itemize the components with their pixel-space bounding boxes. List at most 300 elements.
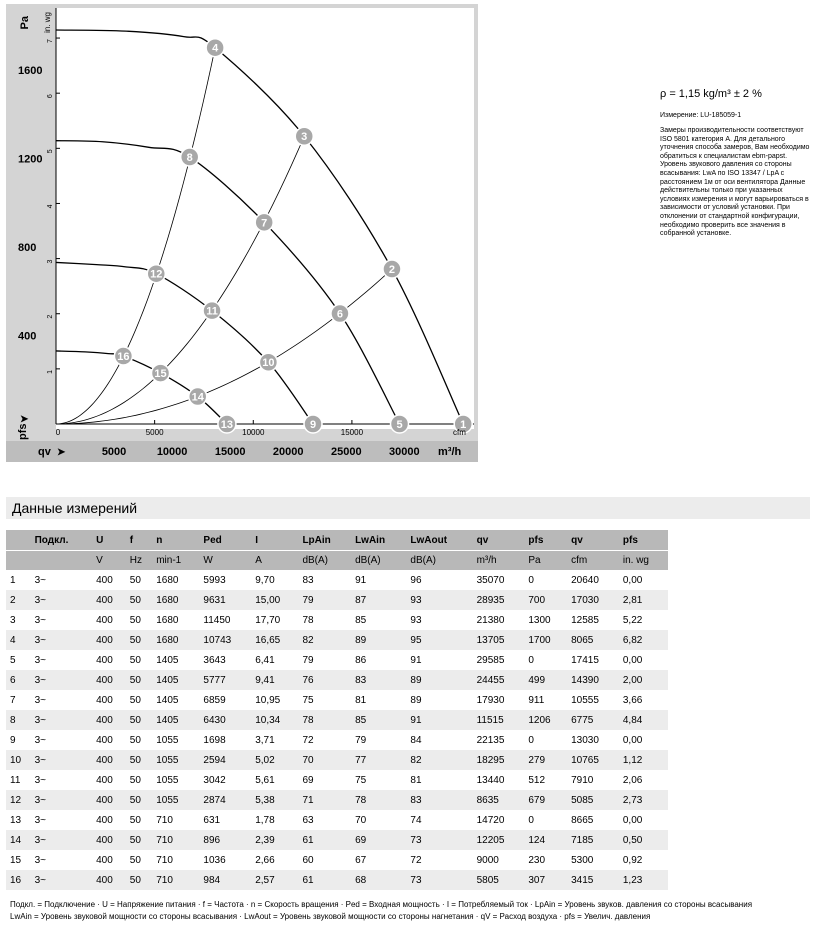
table-cell: 50 [126,670,152,690]
table-cell: 50 [126,830,152,850]
x-tick-m3h: 25000 [330,446,362,458]
x-axis-unit-m3h: m³/h [438,446,462,458]
table-row [6,650,668,670]
table-cell: 0 [524,570,567,590]
table-cell: 7910 [567,770,619,790]
table-cell: 17030 [567,590,619,610]
table-cell: 73 [406,870,472,890]
table-cell: 3~ [31,730,93,750]
table-row [6,630,668,650]
point-label: 16 [117,351,130,364]
column-header: n [152,530,199,551]
table-cell: 10555 [567,690,619,710]
table-cell: 2,81 [619,590,668,610]
table-cell: 3~ [31,590,93,610]
table-cell: 2,66 [251,850,298,870]
y-tick-inwg: 3 [47,259,54,264]
table-cell: 710 [152,810,199,830]
table-cell: 1405 [152,650,199,670]
table-cell: 78 [351,790,406,810]
table-cell: 5,22 [619,610,668,630]
table-cell: 83 [351,670,406,690]
y-tick-inwg: 6 [47,94,54,99]
column-header: Подкл. [31,530,93,551]
table-cell: 1680 [152,610,199,630]
table-cell: 14720 [473,810,525,830]
table-cell: 400 [92,570,126,590]
table-cell: 84 [406,730,472,750]
table-cell: 0,00 [619,730,668,750]
table-cell: 1680 [152,630,199,650]
table-cell: 77 [351,750,406,770]
table-cell: 512 [524,770,567,790]
y-tick-inwg: 4 [47,204,54,209]
table-cell: 124 [524,830,567,850]
table-cell: 13 [6,810,31,830]
measurement-id: Измерение: LU-185059-1 [660,112,742,119]
table-cell: 3~ [31,690,93,710]
table-cell: 3~ [31,710,93,730]
table-row [6,790,668,810]
table-cell: 0,92 [619,850,668,870]
column-header: qv [567,530,619,551]
y-tick-inwg: 7 [47,39,54,44]
point-label: 15 [154,368,167,381]
table-cell: 1,78 [251,810,298,830]
table-cell: 83 [298,570,351,590]
table-cell: 7185 [567,830,619,850]
point-label: 6 [336,308,344,321]
table-cell: 68 [351,870,406,890]
x-tick-cfm: 0 [55,428,61,437]
table-row [6,810,668,830]
table-row [6,590,668,610]
point-label: 14 [191,391,204,404]
table-cell: 3,66 [619,690,668,710]
table-cell: 9631 [199,590,251,610]
x-tick-m3h: 20000 [272,446,304,458]
table-cell: 1,23 [619,870,668,890]
table-cell: 3,71 [251,730,298,750]
table-cell: 89 [406,670,472,690]
table-cell: 89 [351,630,406,650]
table-cell: 679 [524,790,567,810]
table-cell: 1055 [152,790,199,810]
column-header: U [92,530,126,551]
legend-line-1: Подкл. = Подключение · U = Напряжение питания · f = Частота · n = Скорость вращения · Ped = Входная мощность · I = Потребляемый ток · LpAin = Уровень звуков. давления со стороны всасывания [10,900,753,909]
table-cell: 400 [92,710,126,730]
table-cell: 12205 [473,830,525,850]
column-header: pfs [619,530,668,551]
table-cell: 400 [92,670,126,690]
table-cell: 2,57 [251,870,298,890]
table-cell: 3~ [31,750,93,770]
column-unit: W [199,551,251,571]
table-row [6,830,668,850]
table-cell: 984 [199,870,251,890]
table-cell: 4,84 [619,710,668,730]
table-cell: 5993 [199,570,251,590]
table-cell: 10 [6,750,31,770]
table-cell: 91 [406,710,472,730]
table-cell: 78 [298,610,351,630]
table-cell: 710 [152,870,199,890]
y-tick-pa: 800 [18,241,37,254]
table-cell: 5300 [567,850,619,870]
column-header: LpAin [298,530,351,551]
table-row [6,710,668,730]
table-cell: 5805 [473,870,525,890]
table-cell: 2,00 [619,670,668,690]
table-cell: 400 [92,610,126,630]
table-cell: 400 [92,870,126,890]
table-cell: 1680 [152,590,199,610]
table-cell: 8665 [567,810,619,830]
legend-line-2: LwAin = Уровень звуковой мощности со стороны всасывания · LwAout = Уровень звуковой мощности со стороны нагнетания · qV = Расход воздуха · pfs = Увелич. давления [10,912,651,921]
table-cell: 5085 [567,790,619,810]
column-unit: in. wg [619,551,668,571]
table-cell: 1405 [152,670,199,690]
table-cell: 1 [6,570,31,590]
point-label: 3 [301,131,308,144]
column-header: pfs [524,530,567,551]
table-cell: 20640 [567,570,619,590]
table-cell: 10743 [199,630,251,650]
table-cell: 1700 [524,630,567,650]
point-label: 5 [396,419,403,431]
table-cell: 1680 [152,570,199,590]
table-cell: 400 [92,770,126,790]
table-row [6,570,668,590]
table-cell: 76 [298,670,351,690]
point-7 [255,213,273,231]
table-cell: 63 [298,810,351,830]
table-cell: 12 [6,790,31,810]
table-cell: 96 [406,570,472,590]
x-tick-m3h: 30000 [389,446,420,458]
table-cell: 6859 [199,690,251,710]
point-11 [203,302,221,320]
y-tick-pa: 1600 [18,64,43,77]
point-10 [259,353,277,371]
table-cell: 631 [199,810,251,830]
table-cell: 400 [92,650,126,670]
y-tick-inwg: 2 [47,314,54,319]
column-header: qv [473,530,525,551]
table-cell: 50 [126,610,152,630]
table-cell: 3~ [31,630,93,650]
table-cell: 61 [298,830,351,850]
table-cell: 81 [351,690,406,710]
table-cell: 83 [406,790,472,810]
table-cell: 50 [126,870,152,890]
point-2 [383,260,401,278]
table-cell: 50 [126,630,152,650]
point-4 [206,39,224,57]
x-tick-m3h: 10000 [156,446,188,458]
y-axis-unit-pa: Pa [19,16,31,30]
table-cell: 10765 [567,750,619,770]
point-label: 8 [186,152,193,165]
table-cell: 24455 [473,670,525,690]
column-unit: A [251,551,298,571]
point-16 [114,347,132,365]
table-cell: 72 [406,850,472,870]
x-axis-arrow: ➤ [57,447,66,458]
column-header: I [251,530,298,551]
column-unit: dB(A) [406,551,472,571]
table-cell: 5777 [199,670,251,690]
table-cell: 79 [298,590,351,610]
air-density: ρ = 1,15 kg/m³ ± 2 % [660,88,762,100]
table-cell: 74 [406,810,472,830]
table-cell: 3~ [31,830,93,850]
table-cell: 22135 [473,730,525,750]
table-cell: 50 [126,570,152,590]
table-cell: 73 [406,830,472,850]
point-15 [152,364,170,382]
table-cell: 0 [524,650,567,670]
measurement-note: Замеры производительности соответствуют ISO 5801 категория A. Для детального уточнения способа замеров, Вам необходимо обратиться к специалистам ebm-papst. Уровень звукового давления со стороны всасывания: LwA по ISO 13347 / LpA с расстоянием 1м от оси вентилятора Данные действительны только при указанных условиях измерения и могут варьироваться в зависимости от условий установки. При отклонении от стандартной конфигурации, необходимо проверить все значения в собранной установке. [660,127,810,238]
table-cell: 400 [92,830,126,850]
table-cell: 81 [406,770,472,790]
table-cell: 50 [126,790,152,810]
point-6 [331,305,349,323]
section-title: Данные измерений [6,497,810,519]
table-cell: 5,02 [251,750,298,770]
table-cell: 6,82 [619,630,668,650]
table-cell: 896 [199,830,251,850]
table-cell: 1300 [524,610,567,630]
table-cell: 18295 [473,750,525,770]
table-cell: 69 [351,830,406,850]
table-cell: 1206 [524,710,567,730]
point-label: 2 [388,264,396,277]
table-cell: 29585 [473,650,525,670]
table-cell: 85 [351,610,406,630]
table-cell: 9 [6,730,31,750]
column-unit [31,551,93,571]
table-cell: 2594 [199,750,251,770]
point-5 [391,415,409,433]
table-cell: 75 [298,690,351,710]
table-cell: 17415 [567,650,619,670]
x-tick-cfm: 5000 [145,428,164,437]
point-14 [189,388,207,406]
table-cell: 1405 [152,690,199,710]
table-cell: 12585 [567,610,619,630]
table-cell: 50 [126,750,152,770]
measurement-info [660,88,810,239]
table-cell: 400 [92,590,126,610]
x-tick-cfm: 10000 [242,428,265,437]
table-cell: 35070 [473,570,525,590]
table-cell: 0,00 [619,570,668,590]
table-cell: 50 [126,810,152,830]
abbreviation-legend [10,899,810,923]
column-unit: cfm [567,551,619,571]
column-header: f [126,530,152,551]
table-cell: 0,50 [619,830,668,850]
point-label: 11 [206,305,218,318]
table-cell: 911 [524,690,567,710]
table-cell: 14390 [567,670,619,690]
table-cell: 50 [126,770,152,790]
table-row [6,770,668,790]
table-cell: 2,73 [619,790,668,810]
table-cell: 0 [524,810,567,830]
table-cell: 5,61 [251,770,298,790]
column-unit: min-1 [152,551,199,571]
column-unit: dB(A) [351,551,406,571]
column-unit: V [92,551,126,571]
table-cell: 75 [351,770,406,790]
table-cell: 400 [92,630,126,650]
table-cell: 9,41 [251,670,298,690]
table-row [6,690,668,710]
table-cell: 9000 [473,850,525,870]
point-8 [181,148,199,166]
column-header: LwAout [406,530,472,551]
point-label: 1 [460,419,467,431]
table-cell: 3042 [199,770,251,790]
table-cell: 0 [524,730,567,750]
table-cell: 3~ [31,770,93,790]
table-cell: 2,39 [251,830,298,850]
table-cell: 3~ [31,850,93,870]
table-cell: 17930 [473,690,525,710]
table-cell: 400 [92,730,126,750]
table-cell: 60 [298,850,351,870]
point-label: 12 [150,268,163,281]
table-cell: 8635 [473,790,525,810]
table-cell: 1055 [152,770,199,790]
table-cell: 2 [6,590,31,610]
table-cell: 230 [524,850,567,870]
table-cell: 95 [406,630,472,650]
y-axis-arrow: ➤ [20,414,29,425]
column-header: Ped [199,530,251,551]
table-cell: 14 [6,830,31,850]
table-cell: 3~ [31,670,93,690]
table-cell: 67 [351,850,406,870]
fan-curve-chart [6,4,478,462]
point-9 [304,415,322,433]
table-cell: 13440 [473,770,525,790]
x-tick-cfm: 15000 [340,428,364,437]
table-cell: 1405 [152,710,199,730]
table-cell: 3~ [31,610,93,630]
table-cell: 0,00 [619,810,668,830]
table-cell: 15 [6,850,31,870]
table-cell: 71 [298,790,351,810]
column-unit: Hz [126,551,152,571]
table-cell: 400 [92,810,126,830]
table-cell: 72 [298,730,351,750]
table-cell: 4 [6,630,31,650]
table-cell: 10,95 [251,690,298,710]
point-label: 7 [261,217,268,230]
table-cell: 50 [126,590,152,610]
point-3 [295,127,313,145]
table-cell: 400 [92,790,126,810]
table-cell: 70 [298,750,351,770]
table-cell: 3643 [199,650,251,670]
table-cell: 21380 [473,610,525,630]
column-unit: dB(A) [298,551,351,571]
table-cell: 6775 [567,710,619,730]
table-cell: 89 [406,690,472,710]
table-cell: 400 [92,750,126,770]
table-cell: 11515 [473,710,525,730]
table-cell: 279 [524,750,567,770]
point-13 [218,415,236,433]
table-cell: 17,70 [251,610,298,630]
table-cell: 50 [126,710,152,730]
table-cell: 8065 [567,630,619,650]
table-cell: 82 [298,630,351,650]
table-cell: 87 [351,590,406,610]
point-label: 4 [212,42,219,55]
y-tick-pa: 400 [18,330,37,343]
table-cell: 3415 [567,870,619,890]
table-cell: 79 [298,650,351,670]
column-unit: Pa [524,551,567,571]
table-row [6,730,668,750]
table-cell: 3~ [31,570,93,590]
table-cell: 6 [6,670,31,690]
table-cell: 16 [6,870,31,890]
table-cell: 5 [6,650,31,670]
table-cell: 0,00 [619,650,668,670]
point-label: 13 [220,419,234,431]
table-cell: 3~ [31,810,93,830]
point-12 [147,265,165,283]
table-cell: 13705 [473,630,525,650]
x-axis-symbol: qv [38,446,51,458]
table-cell: 13030 [567,730,619,750]
table-cell: 1055 [152,730,199,750]
table-cell: 16,65 [251,630,298,650]
x-axis-unit-cfm: cfm [453,428,466,437]
table-cell: 3~ [31,870,93,890]
point-label: 9 [309,419,317,431]
table-cell: 6430 [199,710,251,730]
table-cell: 50 [126,850,152,870]
table-cell: 70 [351,810,406,830]
table-row [6,870,668,890]
table-cell: 3 [6,610,31,630]
table-cell: 499 [524,670,567,690]
table-cell: 710 [152,830,199,850]
table-cell: 1698 [199,730,251,750]
y-tick-pa: 1200 [18,153,43,166]
table-cell: 1036 [199,850,251,870]
column-header [6,530,31,551]
table-cell: 9,70 [251,570,298,590]
table-cell: 50 [126,730,152,750]
table-cell: 1055 [152,750,199,770]
table-cell: 710 [152,850,199,870]
table-cell: 3~ [31,650,93,670]
y-tick-inwg: 5 [47,149,54,154]
table-cell: 85 [351,710,406,730]
table-cell: 93 [406,610,472,630]
table-cell: 6,41 [251,650,298,670]
table-cell: 79 [351,730,406,750]
table-cell: 307 [524,870,567,890]
table-row [6,850,668,870]
